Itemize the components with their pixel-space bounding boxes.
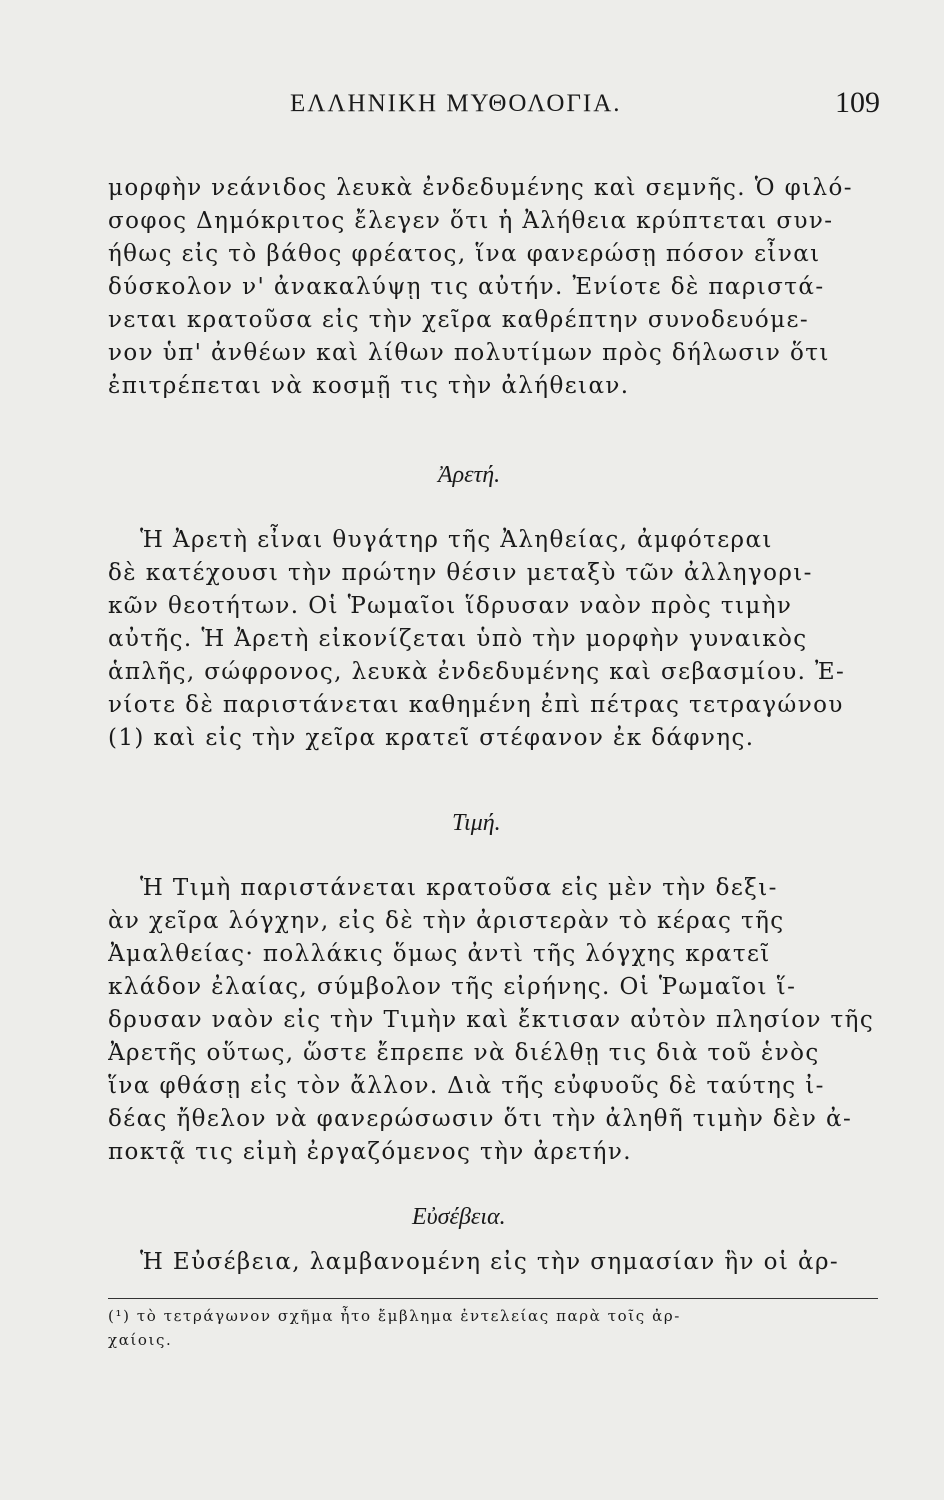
paragraph-eusebeia (108, 1246, 878, 1279)
text-line: Ἡ Ἀρετὴ εἶναι θυγάτηρ τῆς Ἀληθείας, ἀμφότεραι (140, 527, 773, 553)
paragraph-alitheia-end (108, 172, 878, 403)
text-line: ὰν χεῖρα λόγχην, εἰς δὲ τὴν ἀριστερὰν τὸ κέρας τῆς (108, 908, 785, 934)
text-line: Ἡ Τιμὴ παριστάνεται κρατοῦσα εἰς μὲν τὴν δεξι- (140, 875, 778, 901)
text-line: Ἡ Εὐσέβεια, λαμβανομένη εἰς τὴν σημασίαν ἣν οἱ ἀρ- (140, 1249, 840, 1275)
text-line: ἐπιτρέπεται νὰ κοσμῇ τις τὴν ἀλήθειαν. (108, 373, 630, 399)
text-line: κῶν θεοτήτων. Οἱ Ῥωμαῖοι ἵδρυσαν ναὸν πρὸς τιμὴν (108, 593, 793, 619)
text-line: Ἀμαλθείας· πολλάκις ὅμως ἀντὶ τῆς λόγχης κρατεῖ (108, 941, 771, 967)
text-line: (1) καὶ εἰς τὴν χεῖρα κρατεῖ στέφανον ἐκ δάφνης. (108, 725, 755, 751)
footnote-line: (¹) τὸ τετράγωνον σχῆμα ἦτο ἔμβλημα ἐντελείας παρὰ τοῖς ἀρ- (108, 1307, 681, 1325)
text-line: δὲ κατέχουσι τὴν πρώτην θέσιν μεταξὺ τῶν ἀλληγορι- (108, 560, 813, 586)
text-line: Ἀρετῆς οὕτως, ὥστε ἔπρεπε νὰ διέλθῃ τις διὰ τοῦ ἑνὸς (108, 1040, 820, 1066)
text-line: νεται κρατοῦσα εἰς τὴν χεῖρα καθρέπτην συνοδευόμε- (108, 307, 810, 333)
text-line: δύσκολον ν' ἀνακαλύψῃ τις αὐτήν. Ἐνίοτε δὲ παριστά- (108, 274, 825, 300)
paragraph-time (108, 872, 878, 1169)
text-line: ποκτᾷ τις εἰμὴ ἐργαζόμενος τὴν ἀρετήν. (108, 1139, 632, 1165)
text-line: νίοτε δὲ παριστάνεται καθημένη ἐπὶ πέτρας τετραγώνου (108, 692, 844, 718)
paragraph-arete (108, 524, 878, 755)
page-number: 109 (835, 86, 880, 119)
text-line: μορφὴν νεάνιδος λευκὰ ἐνδεδυμένης καὶ σεμνῆς. Ὁ φιλό- (108, 175, 853, 201)
text-line: δρυσαν ναὸν εἰς τὴν Τιμὴν καὶ ἔκτισαν αὐτὸν πλησίον τῆς (108, 1007, 875, 1033)
heading-time: Τιμή. (452, 810, 501, 836)
running-title: ΕΛΛΗΝΙΚΗ ΜΥΘΟΛΟΓΙΑ. (290, 90, 622, 117)
text-line: αὐτῆς. Ἡ Ἀρετὴ εἰκονίζεται ὑπὸ τὴν μορφὴν γυναικὸς (108, 626, 808, 652)
text-line: νον ὑπ' ἀνθέων καὶ λίθων πολυτίμων πρὸς δήλωσιν ὅτι (108, 340, 830, 366)
text-line: σοφος Δημόκριτος ἔλεγεν ὅτι ἡ Ἀλήθεια κρύπτεται συν- (108, 208, 834, 234)
heading-eusebeia: Εὐσέβεια. (412, 1204, 506, 1230)
footnote (108, 1304, 878, 1352)
text-line: ἵνα φθάσῃ εἰς τὸν ἄλλον. Διὰ τῆς εὐφυοῦς δὲ ταύτης ἰ- (108, 1073, 825, 1099)
text-line: ήθως εἰς τὸ βάθος φρέατος, ἵνα φανερώσῃ πόσον εἶναι (108, 241, 821, 267)
footnote-line: χαίοις. (108, 1331, 173, 1349)
text-line: δέας ἤθελον νὰ φανερώσωσιν ὅτι τὴν ἀληθῆ τιμὴν δὲν ἀ- (108, 1106, 853, 1132)
text-line: κλάδον ἐλαίας, σύμβολον τῆς εἰρήνης. Οἱ Ῥωμαῖοι ἵ- (108, 974, 797, 1000)
page-header (110, 86, 880, 126)
text-line: ἁπλῆς, σώφρονος, λευκὰ ἐνδεδυμένης καὶ σεβασμίου. Ἐ- (108, 659, 846, 685)
footnote-divider (108, 1298, 878, 1299)
heading-arete: Ἀρετή. (438, 462, 501, 488)
